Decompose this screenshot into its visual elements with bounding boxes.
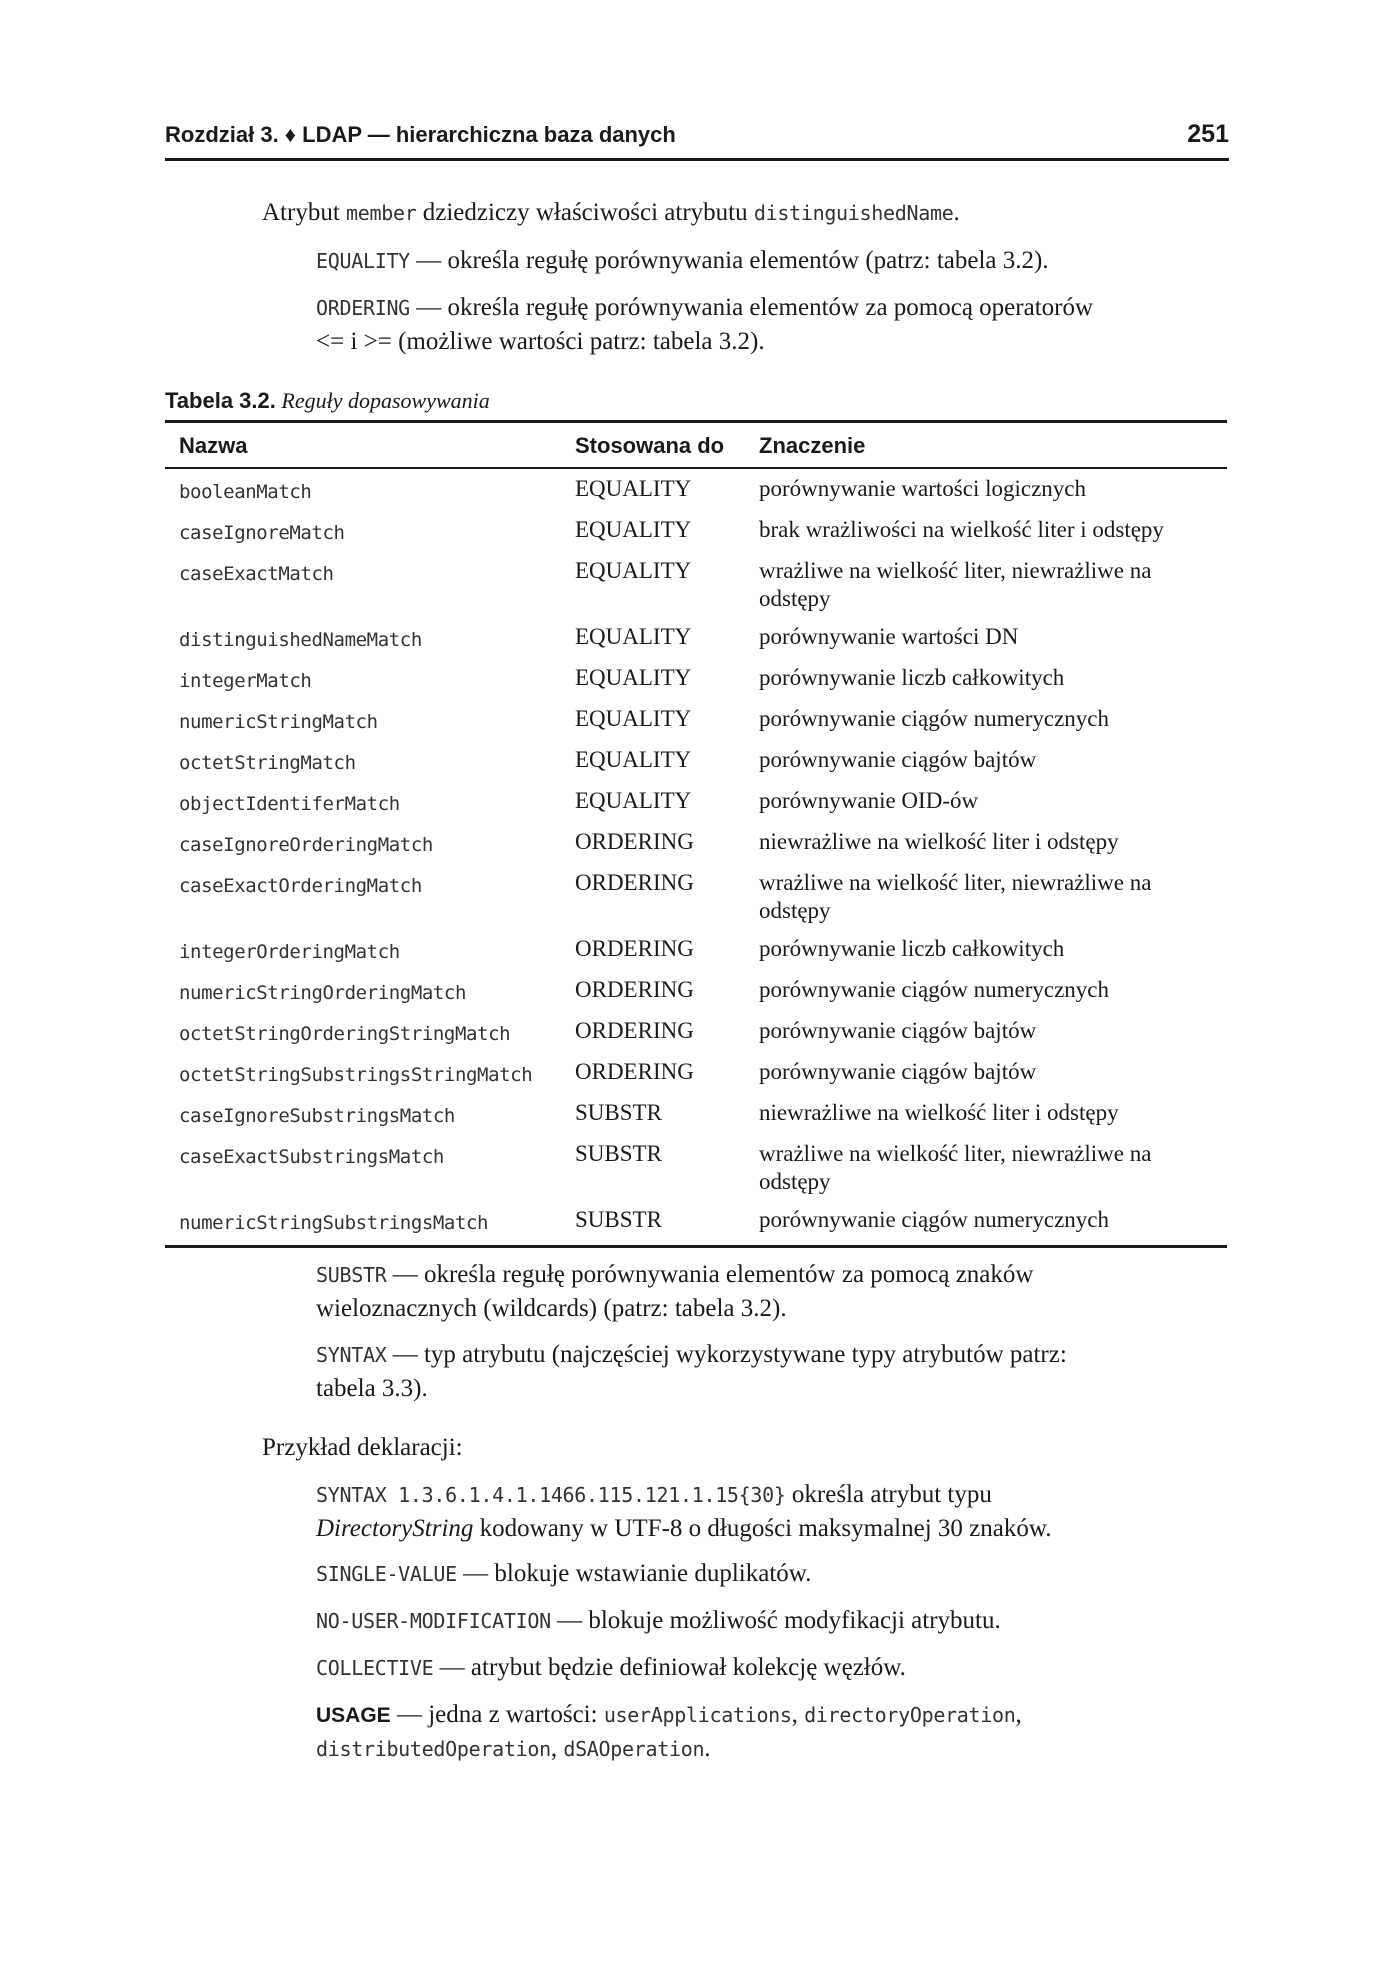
rule-applies-to: ORDERING	[575, 1018, 694, 1043]
rule-meaning: brak wrażliwości na wielkość liter i odstępy	[759, 517, 1164, 542]
table-row	[165, 699, 1227, 740]
no-user-modification-paragraph	[316, 1604, 1216, 1638]
caption-title: Reguły dopasowywania	[281, 388, 490, 413]
rule-meaning: porównywanie ciągów bajtów	[759, 747, 1037, 772]
single-value-paragraph	[316, 1557, 1216, 1591]
rule-applies-to: EQUALITY	[575, 476, 692, 501]
code-no-user-modification: NO-USER-MODIFICATION	[316, 1609, 551, 1633]
code-distinguishedname: distinguishedName	[753, 201, 954, 225]
code-value: dSAOperation	[563, 1737, 705, 1761]
rule-meaning: porównywanie ciągów numerycznych	[759, 977, 1109, 1002]
table-row	[165, 468, 1227, 510]
code-value: directoryOperation	[804, 1703, 1016, 1727]
usage-paragraph	[316, 1698, 1216, 1766]
rule-name: distinguishedNameMatch	[179, 629, 422, 651]
code-substr: SUBSTR	[316, 1263, 387, 1287]
text: — blokuje wstawianie duplikatów.	[456, 1560, 812, 1587]
rule-meaning: porównywanie OID-ów	[759, 788, 979, 813]
rule-name: caseExactSubstringsMatch	[179, 1146, 444, 1168]
code-single-value: SINGLE-VALUE	[316, 1562, 457, 1586]
table-row	[165, 658, 1227, 699]
rule-meaning: porównywanie ciągów bajtów	[759, 1059, 1037, 1084]
text: określa atrybut typu	[785, 1481, 992, 1508]
table-row	[165, 781, 1227, 822]
text: wieloznacznych (wildcards) (patrz: tabela 3.2).	[316, 1295, 787, 1322]
text: ,	[1015, 1701, 1022, 1728]
table-row	[165, 617, 1227, 658]
column-header: Nazwa	[165, 422, 565, 469]
chapter-title: Rozdział 3. ♦ LDAP — hierarchiczna baza danych	[165, 122, 676, 147]
rule-meaning: niewrażliwe na wielkość liter i odstępy	[759, 829, 1119, 854]
rule-name-cell	[165, 510, 565, 551]
rule-name-cell	[165, 929, 565, 970]
member-paragraph	[262, 196, 960, 230]
rule-meaning: wrażliwe na wielkość liter, niewrażliwe na odstępy	[759, 1141, 1152, 1194]
rule-name-cell	[165, 617, 565, 658]
rule-meaning: niewrażliwe na wielkość liter i odstępy	[759, 1100, 1119, 1125]
table-row	[165, 929, 1227, 970]
substr-paragraph	[316, 1258, 1216, 1325]
table-row	[165, 740, 1227, 781]
table-row	[165, 1200, 1227, 1247]
code-syntax-oid: SYNTAX 1.3.6.1.4.1.1466.115.121.1.15{30}	[316, 1483, 786, 1507]
rule-name: integerOrderingMatch	[179, 941, 400, 963]
rule-name-cell	[165, 1011, 565, 1052]
rule-applies-to: ORDERING	[575, 829, 694, 854]
rule-name-cell	[165, 468, 565, 510]
rule-applies-to: ORDERING	[575, 936, 694, 961]
page-number: 251	[1187, 120, 1229, 148]
table-row	[165, 1011, 1227, 1052]
rule-name: integerMatch	[179, 670, 312, 692]
text: ,	[550, 1735, 564, 1762]
text: Atrybut	[262, 199, 347, 226]
text: — określa regułę porównywania elementów (patrz: tabela 3.2).	[409, 247, 1049, 274]
rule-applies-to: SUBSTR	[575, 1100, 662, 1125]
text: — określa regułę porównywania elementów za pomocą operatorów	[409, 294, 1094, 321]
code-equality: EQUALITY	[316, 249, 410, 273]
rule-meaning: porównywanie ciągów bajtów	[759, 1018, 1037, 1043]
rule-meaning: porównywanie liczb całkowitych	[759, 936, 1065, 961]
rule-name: octetStringOrderingStringMatch	[179, 1023, 511, 1045]
code-collective: COLLECTIVE	[316, 1656, 434, 1680]
rule-applies-to: EQUALITY	[575, 624, 692, 649]
code-value: userApplications	[603, 1703, 792, 1727]
rule-applies-to: EQUALITY	[575, 517, 692, 542]
rule-name: caseExactMatch	[179, 563, 334, 585]
rule-applies-to: SUBSTR	[575, 1207, 662, 1232]
syntax-paragraph	[316, 1338, 1216, 1405]
example-heading: Przykład deklaracji:	[262, 1434, 463, 1461]
rule-name-cell	[165, 822, 565, 863]
rule-name: caseExactOrderingMatch	[179, 875, 422, 897]
caption-label: Tabela 3.2.	[165, 388, 276, 413]
rule-meaning: wrażliwe na wielkość liter, niewrażliwe na odstępy	[759, 870, 1152, 923]
text: .	[704, 1735, 711, 1762]
table-row	[165, 1093, 1227, 1134]
rule-applies-to: ORDERING	[575, 870, 694, 895]
column-header: Znaczenie	[745, 422, 1227, 469]
text: ,	[791, 1701, 805, 1728]
rule-name-cell	[165, 1052, 565, 1093]
rule-name: caseIgnoreOrderingMatch	[179, 834, 433, 856]
text: — blokuje możliwość modyfikacji atrybutu.	[550, 1607, 1001, 1634]
rule-meaning: porównywanie wartości DN	[759, 624, 1019, 649]
rule-name-cell	[165, 740, 565, 781]
matching-rules-table	[165, 420, 1227, 1248]
rule-applies-to: ORDERING	[575, 977, 694, 1002]
text: dziedziczy właściwości atrybutu	[416, 199, 754, 226]
running-header	[165, 118, 1229, 161]
rule-name: octetStringSubstringsStringMatch	[179, 1064, 533, 1086]
rule-meaning: porównywanie ciągów numerycznych	[759, 1207, 1109, 1232]
rule-name: objectIdentiferMatch	[179, 793, 400, 815]
code-syntax: SYNTAX	[316, 1343, 387, 1367]
table-row	[165, 970, 1227, 1011]
rule-name-cell	[165, 1093, 565, 1134]
code-member: member	[346, 201, 417, 225]
rule-name-cell	[165, 1200, 565, 1247]
italic-directorystring: DirectoryString	[316, 1515, 474, 1542]
text: — określa regułę porównywania elementów za pomocą znaków	[386, 1261, 1034, 1288]
rule-name-cell	[165, 658, 565, 699]
rule-name-cell	[165, 551, 565, 617]
table-caption	[165, 388, 490, 414]
rule-applies-to: EQUALITY	[575, 747, 692, 772]
rule-name-cell	[165, 970, 565, 1011]
rule-applies-to: SUBSTR	[575, 1141, 662, 1166]
rule-name: octetStringMatch	[179, 752, 356, 774]
rule-applies-to: ORDERING	[575, 1059, 694, 1084]
rule-applies-to: EQUALITY	[575, 706, 692, 731]
code-usage: USAGE	[316, 1704, 391, 1727]
rule-name-cell	[165, 863, 565, 929]
rule-applies-to: EQUALITY	[575, 788, 692, 813]
rule-name: caseIgnoreMatch	[179, 522, 345, 544]
rule-name: booleanMatch	[179, 481, 312, 503]
rule-name-cell	[165, 1134, 565, 1200]
table-row	[165, 863, 1227, 929]
text: tabela 3.3).	[316, 1375, 428, 1402]
table-header-row	[165, 422, 1227, 469]
equality-paragraph	[316, 244, 1216, 278]
example-syntax-paragraph	[316, 1478, 1216, 1545]
code-ordering: ORDERING	[316, 296, 410, 320]
column-header: Stosowana do	[565, 422, 745, 469]
text: kodowany w UTF-8 o długości maksymalnej 30 znaków.	[473, 1515, 1052, 1542]
rule-meaning: porównywanie liczb całkowitych	[759, 665, 1065, 690]
rule-name: caseIgnoreSubstringsMatch	[179, 1105, 455, 1127]
table-row	[165, 1052, 1227, 1093]
rule-applies-to: EQUALITY	[575, 558, 692, 583]
rule-name: numericStringMatch	[179, 711, 378, 733]
collective-paragraph	[316, 1651, 1216, 1685]
rule-name: numericStringSubstringsMatch	[179, 1212, 489, 1234]
rule-meaning: porównywanie ciągów numerycznych	[759, 706, 1109, 731]
table-row	[165, 510, 1227, 551]
rule-applies-to: EQUALITY	[575, 665, 692, 690]
rule-name: numericStringOrderingMatch	[179, 982, 467, 1004]
rule-name-cell	[165, 781, 565, 822]
text: .	[953, 199, 960, 226]
rule-meaning: wrażliwe na wielkość liter, niewrażliwe na odstępy	[759, 558, 1152, 611]
table-row	[165, 551, 1227, 617]
text: <= i >= (możliwe wartości patrz: tabela 3.2).	[316, 328, 765, 355]
table-row	[165, 822, 1227, 863]
rule-name-cell	[165, 699, 565, 740]
text: — typ atrybutu (najczęściej wykorzystywane typy atrybutów patrz:	[386, 1341, 1067, 1368]
code-value: distributedOperation	[316, 1737, 551, 1761]
text: — atrybut będzie definiował kolekcję węzłów.	[433, 1654, 906, 1681]
table-row	[165, 1134, 1227, 1200]
rule-meaning: porównywanie wartości logicznych	[759, 476, 1087, 501]
ordering-paragraph	[316, 291, 1216, 358]
text: — jedna z wartości:	[390, 1701, 604, 1728]
